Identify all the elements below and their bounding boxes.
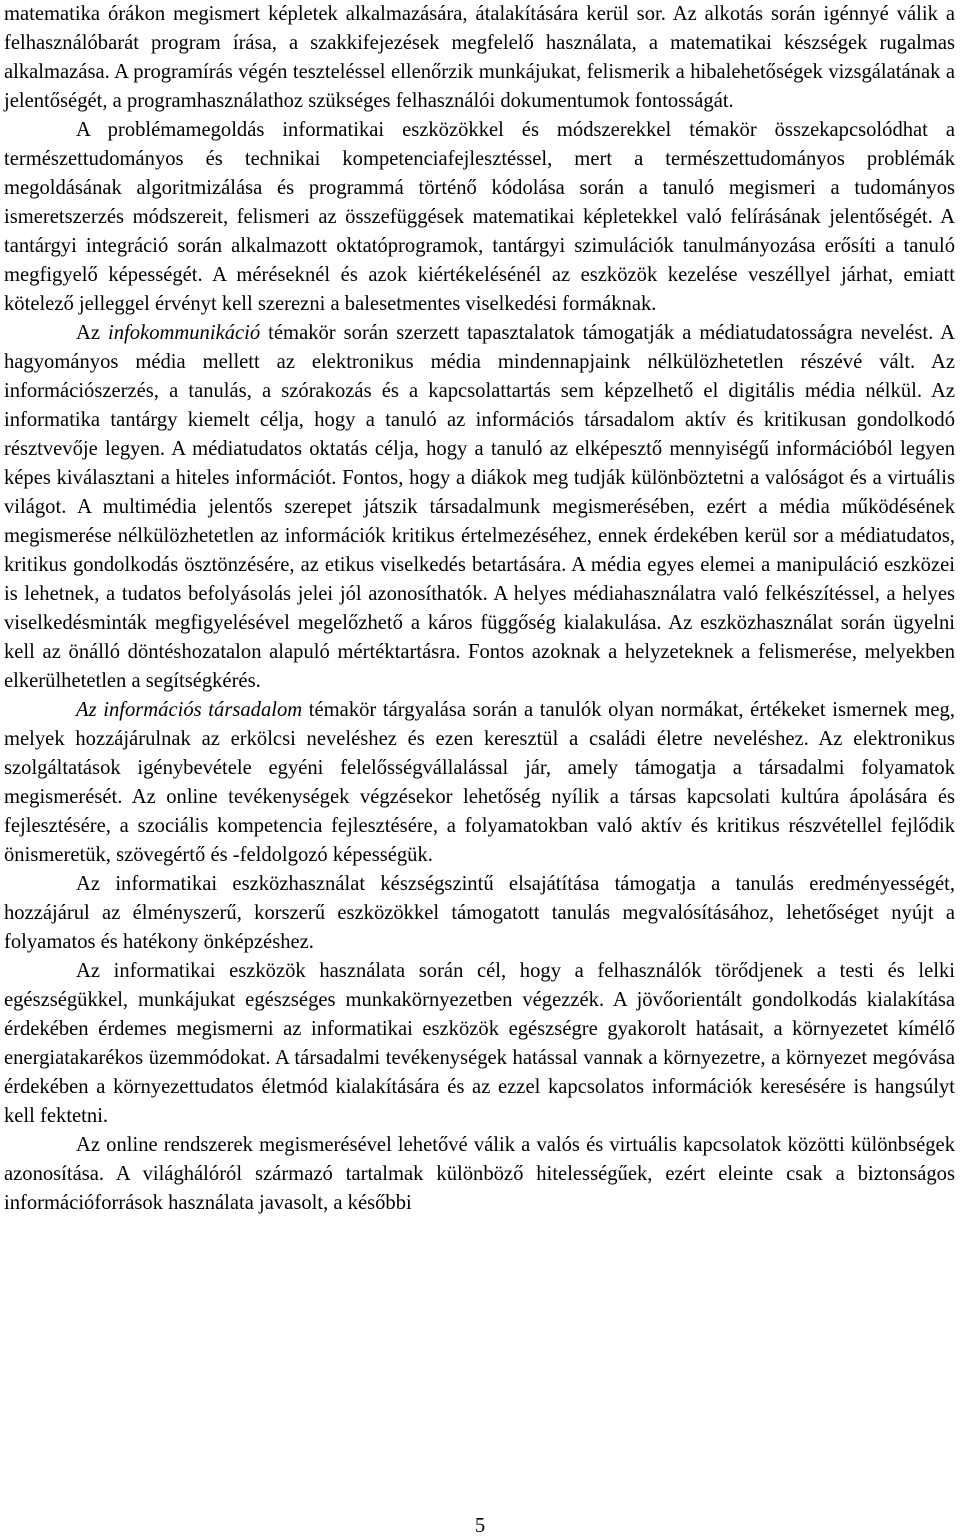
paragraph-5: Az informatikai eszközhasználat készségszintű elsajátítása támogatja a tanulás eredményességét, hozzájárul az élményszerű, korszerű eszközökkel támogatott tanulás megvalósításához, lehetőséget nyújt a folyamatos és hatékony önképzéshez. [4,873,955,953]
paragraph-4-italic-term: Az információs társadalom [76,699,303,721]
document-page [4,0,955,1218]
paragraph-2: A problémamegoldás informatikai eszközökkel és módszerekkel témakör összekapcsolódhat a természettudományos és technikai kompetenciafejlesztéssel, mert a természettudományos problémák megoldásának algoritmizálása és programmá történő kódolása során a tanuló megismeri a tudományos ismeretszerzés módszereit, felismeri az összefüggések matematikai képletekkel való felírásának jelentőségét. A tantárgyi integráció során alkalmazott oktatóprogramok, tantárgyi szimulációk tanulmányozása erősíti a tanuló megfigyelő képességét. A méréseknél és azok kiértékelésénél az eszközök kezelése veszéllyel járhat, emiatt kötelező jelleggel érvényt kell szerezni a balesetmentes viselkedési formáknak. [4,119,955,315]
page-number: 5 [474,1515,486,1537]
paragraph-6: Az informatikai eszközök használata során cél, hogy a felhasználók törődjenek a testi és lelki egészségükkel, munkájukat egészséges munkakörnyezetben végezzék. A jövőorientált gondolkodás kialakítása érdekében érdemes megismerni az informatikai eszközök egészségre gyakorolt hatásait, a környezetet kímélő energiatakarékos üzemmódokat. A társadalmi tevékenységek hatással vannak a környezetre, a környezet megóvása érdekében a környezettudatos életmód kialakítására és az ezzel kapcsolatos információk keresésére is hangsúlyt kell fektetni. [4,960,955,1127]
paragraph-1: matematika órákon megismert képletek alkalmazására, átalakítására kerül sor. Az alkotás során igénnyé válik a felhasználóbarát program írása, a szakkifejezések megfelelő használata, a matematikai készségek rugalmas alkalmazása. A programírás végén teszteléssel ellenőrzik munkájukat, felismerik a hibalehetőségek vizsgálatának a jelentőségét, a programhasználathoz szükséges felhasználói dokumentumok fontosságát. [4,3,955,112]
paragraph-3-body: témakör során szerzett tapasztalatok támogatják a médiatudatosságra nevelést. A hagyományos média mellett az elektronikus média mindennapjaink nélkülözhetetlen részévé vált. Az információszerzés, a tanulás, a szórakozás és a kapcsolattartás sem képzelhető el digitális média nélkül. Az informatika tantárgy kiemelt célja, hogy a tanuló az információs társadalom aktív és kritikusan gondolkodó résztvevője legyen. A médiatudatos oktatás célja, hogy a tanuló az elképesztő mennyiségű információból legyen képes kiválasztani a hiteles információt. Fontos, hogy a diákok meg tudják különböztetni a valóságot és a virtuális világot. A multimédia jelentős szerepet játszik társadalmunk megismerésében, ezért a média működésének megismerése nélkülözhetetlen az információk kritikus értelmezéséhez, ennek érdekében kerül sor a médiatudatos, kritikus gondolkodás ösztönzésére, az etikus viselkedés betartására. A média egyes elemei a manipuláció eszközei is lehetnek, a tudatos befolyásolás jelei jól azonosíthatók. A helyes médiahasználatra való felkészítéssel, a helyes viselkedésminták megfigyelésével megelőzhető a káros függőség kialakulása. Az eszközhasználat során ügyelni kell az önálló döntéshozatalon alapuló mértéktartásra. Fontos azoknak a helyzeteknek a felismerése, melyekben elkerülhetetlen a segítségkérés. [4,322,955,692]
paragraph-3 [4,319,955,696]
paragraph-3-italic-term: infokommunikáció [108,322,261,344]
paragraph-7: Az online rendszerek megismerésével lehetővé válik a valós és virtuális kapcsolatok közötti különbségek azonosítása. A világhálóról származó tartalmak különböző hitelességűek, ezért eleinte csak a biztonságos információforrások használata javasolt, a későbbi [4,1134,955,1214]
paragraph-4 [4,696,955,870]
paragraph-3-lead: Az [76,322,109,344]
paragraph-4-body: témakör tárgyalása során a tanulók olyan normákat, értékeket ismernek meg, melyek hozzájárulnak az erkölcsi neveléshez és ezen keresztül a családi életre neveléshez. Az elektronikus szolgáltatások igénybevétele egyéni felelősségvállalással jár, amely támogatja a társadalmi folyamatok megismerését. Az online tevékenységek végzésekor lehetőség nyílik a társas kapcsolati kultúra ápolására és fejlesztésére, a szociális kompetencia fejlesztésére, a folyamatokban való aktív és kritikus részvétellel fejlődik önismeretük, szövegértő és -feldolgozó képességük. [4,699,955,866]
